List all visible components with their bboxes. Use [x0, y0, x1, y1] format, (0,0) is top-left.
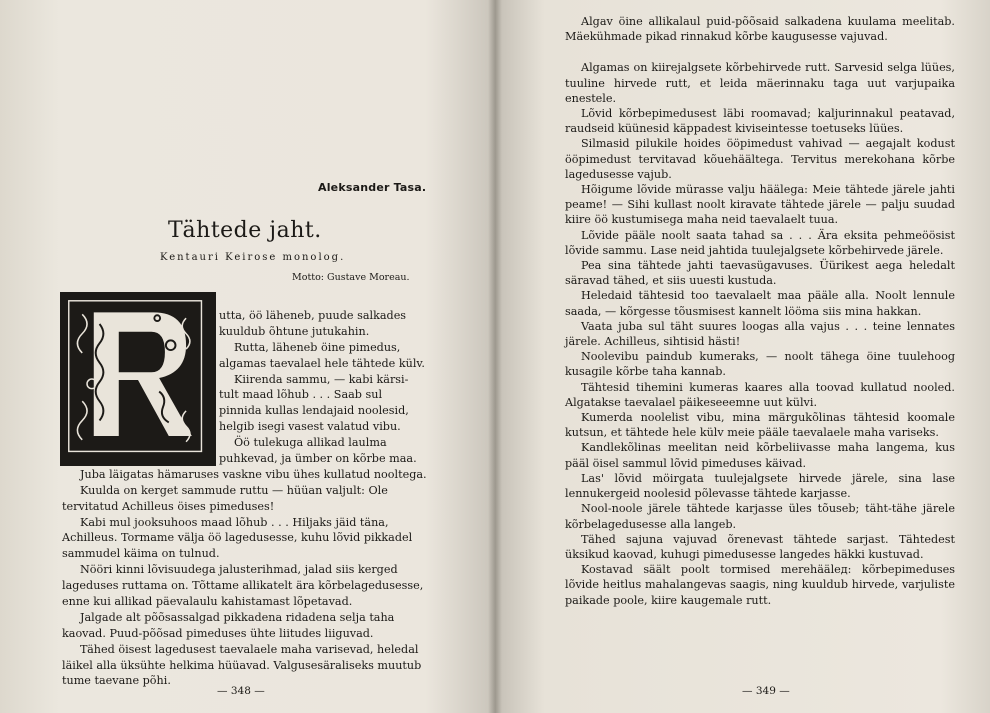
paragraph: Kandlekõlinas meelitan neid kõrbeliivasse maha langema, kus pääl öisel sammul lõvid pimeduses käivad.	[565, 441, 955, 470]
text-line: Nööri kinni lõvisuudega jalusterihmad, jalad siis kerged	[80, 563, 398, 577]
paragraph: Nool-noole järele tähtede karjasse üles tõuseb; täht-tähe järele kõrbelagedusesse alla langeb.	[565, 502, 955, 531]
text-line: tervitatud Achilleus öises pimeduses!	[62, 499, 275, 513]
paragraph: Heledaid tähtesid too taevalaelt maa pääle alla. Noolt lennule saada, — kõrgesse tõusmisest kannelt lööma siis mina hakkan.	[565, 289, 955, 318]
text-line: Juba läigatas hämaruses vaskne vibu ühes kullatud nooltega.	[80, 467, 427, 481]
text-line: Kiirenda sammu, — kabi kärsi-	[234, 372, 409, 386]
paragraph: Lõvide pääle noolt saata tahad sa . . . Ära eksita pehmeöösist lõvide sammu. Lase neid jahtida tuulejalgsete kõrbehirvede järele.	[565, 228, 955, 257]
text-line: tult maad lõhub . . . Saab sul	[219, 388, 383, 402]
page-number-right: — 349 —	[742, 685, 790, 697]
paragraph: Noolevibu paindub kumeraks, — noolt tähega öine tuulehoog kusagile kõrbe taha kannab.	[565, 350, 955, 379]
text-line: Rutta, läheneb öine pimedus,	[234, 340, 401, 354]
text-line: Kuulda on kerget sammude ruttu — hüüan valjult: Ole	[80, 483, 388, 497]
paragraph: Tähed sajuna vajuvad õrenevast tähtede sarjast. Tähtedest üksikud kaovad, kuhugi pimedusesse langedes häkki kustuvad.	[565, 532, 955, 561]
right-page	[495, 0, 990, 713]
paragraph: Silmasid pilukile hoides ööpimedust vahivad — aegajalt kodust ööpimedust tervitavad kõuehäältega. Tervitus merekohana kõrbe lagedusesse vajub.	[565, 137, 955, 181]
paragraph: Pea sina tähtede jahti taevasügavuses. Üürikest aega heledalt säravad tähed, et siis uuesti kustuda.	[565, 259, 955, 288]
text-line: Achilleus. Tormame välja öö lagedusesse, kuhu lõvid pikkadel	[62, 531, 413, 545]
text-line: Kabi mul jooksuhoos maad lõhub . . . Hiljaks jäid täna,	[80, 515, 389, 529]
text-line: utta, öö läheneb, puude salkades	[219, 309, 407, 322]
text-line: Öö tulekuga allikad laulma	[234, 436, 387, 450]
text-line: kaovad. Puud-põõsad pimeduses ühte liitudes liiguvad.	[62, 626, 374, 640]
paragraph: Kostavad säält poolt tormised merehäälед: kõrbepimeduses lõvide heitlus mahalangevas saagis, ning kuuldub hirvede, varjuliste paikade poole, kiire kaugemale rutt.	[565, 563, 955, 607]
paragraph: Algamas on kiirejalgsete kõrbehirvede rutt. Sarvesid selga lüües, tuuline hirvede rutt, et leida mäerinnaku taga uut varjupaika enestele.	[565, 61, 955, 105]
text-line: pinnida kullas lendajaid noolesid,	[219, 404, 409, 418]
text-line: lageduses ruttama on. Tõttame allikatelt ära kõrbelagedusesse,	[62, 579, 424, 593]
motto: Motto: Gustave Moreau.	[292, 272, 410, 283]
paragraph: Vaata juba sul täht suures loogas alla vajus . . . teine lennates järele. Achilleus, sihtisid hästi!	[565, 319, 955, 349]
text-line: Tähed öisest lagedusest taevalaele maha varisevad, heledal	[80, 642, 419, 656]
poem-title: Tähtede jaht.	[168, 218, 322, 243]
author-name: Aleksander Tasa.	[318, 181, 427, 194]
paragraph: Las' lõvid möirgata tuulejalgsete hirvede järele, sina lase lennukergeid noolesid põlevasse tähtede karjasse.	[565, 471, 955, 501]
paragraph: Kumerda noolelist vibu, mina märgukõlinas tähtesid koomale kutsun, et tähtede hele külv meie pääle taevalaele maha variseks.	[565, 411, 955, 440]
text-line: puhkevad, ja ümber on kõrbe maa.	[219, 452, 417, 466]
paragraph: Algav öine allikalaul puid-põõsaid salkadena kuulama meelitab. Mäekühmade pikad rinnakud kõrbe kaugusesse vajuvad.	[565, 15, 955, 44]
text-line: helgib isegi vasest valatud vibu.	[219, 420, 401, 434]
text-line: läikel alla üksühte helkima hüüavad. Valgusesäraliseks muutub	[62, 658, 422, 672]
left-body-text	[62, 308, 427, 689]
right-body-text	[565, 14, 955, 608]
page-number-left: — 348 —	[217, 685, 265, 697]
text-line: sammudel käima on tulnud.	[62, 547, 220, 561]
text-line: tume taevane põhi.	[62, 674, 171, 688]
text-line: enne kui allikad päevalaulu kahistamast lõpetavad.	[62, 595, 353, 609]
paragraph: Lõvid kõrbepimedusest läbi roomavad; kaljurinnakul peatavad, raudseid küünesid käppadest kiviseintesse toetuseks lüües.	[565, 107, 955, 136]
text-line: Jalgade alt põõsassalgad pikkadena ridadena selja taha	[80, 610, 395, 624]
text-line: algamas taevalael hele tähtede külv.	[219, 356, 425, 370]
poem-subtitle: Kentauri Keirose monolog.	[160, 252, 346, 263]
paragraph: Hõigume lõvide mürasse valju häälega: Meie tähtede järele jahti peame! — Sihi kullast noolt kiravate tähtede järele — palju suudad kiire öö kustumisega maha neid taevalaelt tuua.	[565, 183, 955, 227]
paragraph: Tähtesid tihemini kumeras kaares alla toovad kullatud nooled. Algatakse taevalael päikeseeemne uut külvi.	[565, 380, 955, 409]
text-line: kuuldub õhtune jutukahin.	[219, 324, 370, 338]
